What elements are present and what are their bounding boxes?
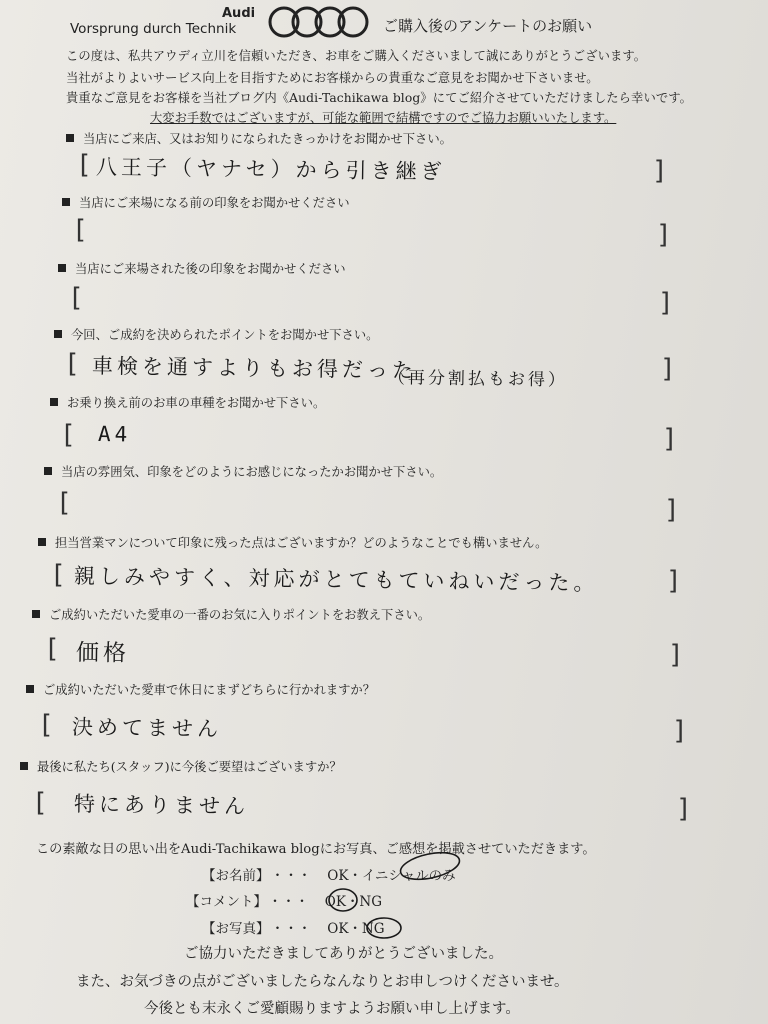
bracket-close-icon: ] <box>652 156 668 186</box>
bracket-close-icon: ] <box>656 220 672 250</box>
question-text: お乗り換え前のお車の車種をお聞かせ下さい。 <box>67 396 326 410</box>
publication-options: OK・NG <box>324 894 382 910</box>
bracket-open-icon: [ <box>32 788 48 818</box>
cooperation-notice: 大変お手数ではございますが、可能な範囲で結構ですのでご協力お願いいたします。 <box>150 111 617 125</box>
bracket-open-icon: [ <box>56 488 72 518</box>
question-text: 担当営業マンについて印象に残った点はございますか？どのようなことでも構いません。 <box>55 536 548 550</box>
question-text: 当店の雰囲気、印象をどのようにお感じになったかお聞かせ下さい。 <box>61 465 443 479</box>
circle-mark-initial <box>398 848 462 884</box>
closing-line: ご協力いただきましてありがとうございました。 <box>184 946 503 962</box>
bracket-close-icon: ] <box>668 640 684 670</box>
bracket-open-icon: [ <box>76 150 92 180</box>
brand-slogan: Vorsprung durch Technik <box>70 21 237 37</box>
answer-5: A4 <box>97 422 132 447</box>
bracket-close-icon: ] <box>664 495 680 525</box>
publication-label: 【お写真】 <box>202 921 263 937</box>
leader-dots: ・・・ <box>268 894 309 910</box>
answer-1: 八王子（ヤナセ）から引き継ぎ <box>95 155 446 184</box>
answer-4-note: （再分割払もお得） <box>387 368 569 391</box>
bracket-close-icon: ] <box>672 716 688 746</box>
publication-label: 【コメント】 <box>186 894 261 910</box>
question-text: 当店にご来店、又はお知りになられたきっかけをお聞かせ下さい。 <box>83 132 452 146</box>
bracket-open-icon: [ <box>38 710 54 740</box>
publication-intro: この素敵な日の思い出をAudi-Tachikawa blogにお写真、ご感想を掲載させていただきます。 <box>36 842 596 857</box>
bracket-close-icon: ] <box>666 566 682 596</box>
bracket-close-icon: ] <box>676 794 692 824</box>
answer-8: 価格 <box>75 640 131 667</box>
circle-mark-ng <box>367 918 401 938</box>
closing-line: 今後とも末永くご愛顧賜りますようお願い申し上げます。 <box>144 1001 520 1017</box>
bracket-open-icon: [ <box>50 560 66 590</box>
answer-9: 決めてません <box>71 715 223 742</box>
answer-10: 特にありません <box>73 792 250 819</box>
answer-4: 車検を通すよりもお得だった <box>91 354 418 383</box>
form-title: ご購入後のアンケートのお願い <box>383 17 593 35</box>
question-text: 当店にご来場になる前の印象をお聞かせください <box>79 196 350 210</box>
leader-dots: ・・・ <box>270 868 312 884</box>
brand-name: Audi <box>222 6 256 21</box>
question-text: 今回、ご成約を決められたポイントをお聞かせ下さい。 <box>71 328 379 342</box>
bracket-open-icon: [ <box>68 283 84 313</box>
question-text: ご成約いただいた愛車で休日にまずどちらに行かれますか？ <box>43 683 376 697</box>
bracket-open-icon: [ <box>60 420 76 450</box>
circle-mark-ok <box>329 889 357 911</box>
answer-7: 親しみやすく、対応がとてもていねいだった。 <box>73 564 599 596</box>
bracket-open-icon: [ <box>44 634 60 664</box>
bracket-open-icon: [ <box>72 215 88 245</box>
question-text: 当店にご来場された後の印象をお聞かせください <box>75 262 346 276</box>
question-text: ご成約いただいた愛車の一番のお気に入りポイントをお教え下さい。 <box>49 608 431 622</box>
bracket-open-icon: [ <box>64 349 80 379</box>
publication-options: OK・イニシャルのみ <box>327 868 456 884</box>
publication-options: OK・NG <box>327 921 385 937</box>
intro-line: この度は、私共アウディ立川を信頼いただき、お車をご購入くださいまして誠にありがとうございます。 <box>66 49 647 63</box>
publication-label: 【お名前】 <box>202 868 263 884</box>
bracket-close-icon: ] <box>662 424 678 454</box>
leader-dots: ・・・ <box>270 921 312 937</box>
bracket-close-icon: ] <box>658 288 674 318</box>
question-text: 最後に私たち(スタッフ)に今後ご要望はございますか？ <box>37 760 342 774</box>
intro-line: 貴重なご意見をお客様を当社ブログ内《Audi-Tachikawa blog》にてご紹介させていただけましたら幸いです。 <box>66 91 693 105</box>
bracket-close-icon: ] <box>660 354 676 384</box>
closing-line: また、お気づきの点がございましたらなんなりとお申しつけくださいませ。 <box>76 974 569 990</box>
intro-line: 当社がよりよいサービス向上を目指すためにお客様からの貴重なご意見をお聞かせ下さいませ。 <box>66 71 599 85</box>
